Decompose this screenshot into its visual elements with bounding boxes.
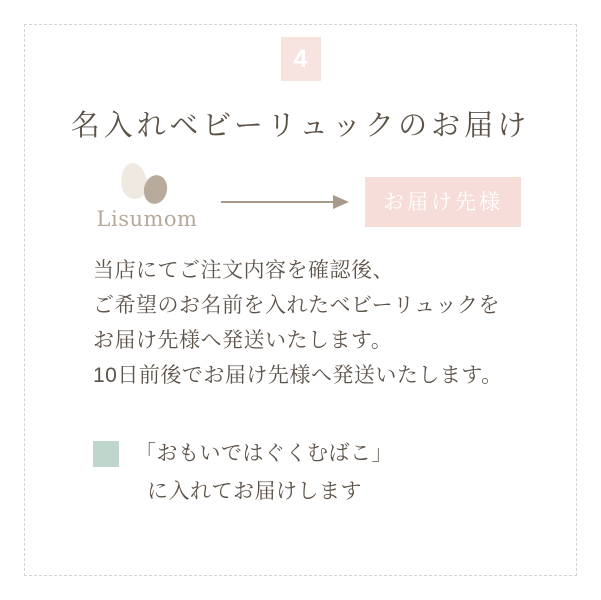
- recipient-badge: お届け先様: [365, 177, 521, 227]
- step-number-badge: 4: [281, 37, 321, 81]
- note-line: に入れてお届けします: [147, 480, 362, 503]
- description-text: [93, 253, 563, 393]
- description-line: ご希望のお名前を入れたベビーリュックを: [93, 294, 501, 317]
- arrow-line: [221, 201, 339, 203]
- square-bullet-icon: [93, 441, 119, 467]
- egg-pair-icon: [87, 161, 207, 207]
- arrow-head: [333, 195, 349, 209]
- flow-row: [25, 161, 576, 245]
- brand-logo: [87, 161, 207, 245]
- step-card: [24, 24, 577, 576]
- description-line: 当店にてご注文内容を確認後、: [93, 259, 394, 282]
- brand-name: Lisumom: [96, 207, 198, 231]
- description-line: お届け先様へ発送いたします。: [93, 329, 393, 352]
- note-line: 「おもいではぐくむばこ」: [135, 442, 393, 465]
- description-line: 10日前後でお届け先様へ発送いたします。: [93, 364, 503, 387]
- note-text: [135, 435, 393, 511]
- arrow-right-icon: [221, 195, 351, 209]
- page-title: 名入れベビーリュックのお届け: [70, 110, 531, 142]
